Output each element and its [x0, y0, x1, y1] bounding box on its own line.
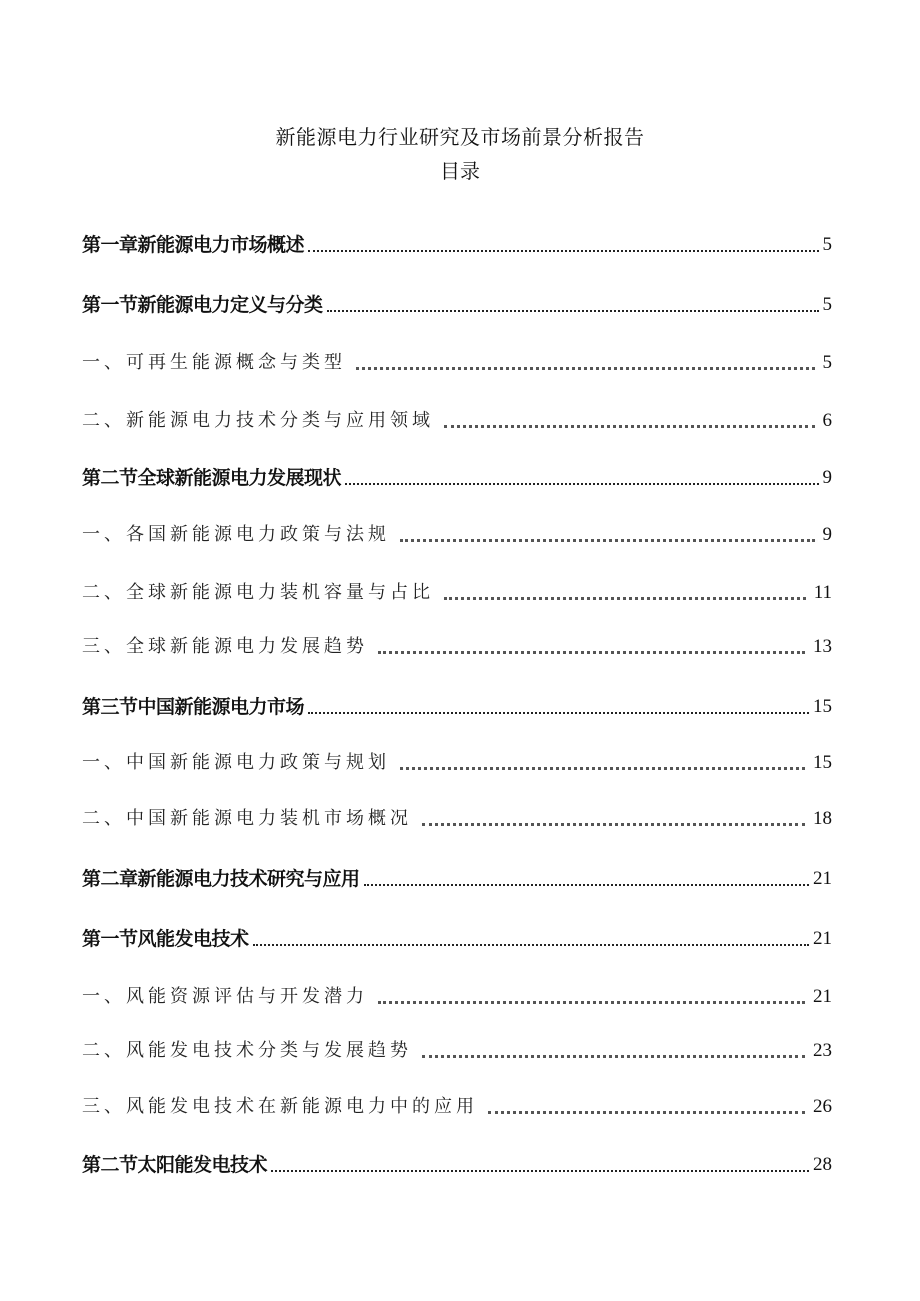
toc-entry-title: 一、中国新能源电力政策与规划: [82, 752, 390, 773]
toc-entry-title: 第一节风能发电技术: [82, 928, 249, 950]
toc-entry[interactable]: [82, 1024, 832, 1064]
toc-entry-title: 第一章新能源电力市场概述: [82, 234, 305, 256]
toc-entry[interactable]: [82, 566, 832, 606]
toc-entry[interactable]: [82, 508, 832, 548]
toc-entry[interactable]: [82, 218, 832, 258]
toc-page-number: 5: [822, 234, 832, 255]
toc-page-number: 5: [822, 294, 832, 315]
toc-entry-title: 一、可再生能源概念与类型: [82, 352, 346, 373]
toc-entry[interactable]: [82, 912, 832, 952]
toc-entry[interactable]: [82, 792, 832, 832]
toc-entry[interactable]: [82, 970, 832, 1010]
toc-dot-leader: [378, 1001, 805, 1004]
toc-entry-title: 三、全球新能源电力发展趋势: [82, 636, 368, 657]
toc-dot-leader: [271, 1170, 809, 1172]
toc-dot-leader: [422, 823, 805, 826]
toc-page-number: 9: [822, 524, 832, 545]
toc-heading: 目录: [440, 159, 480, 183]
toc-page-number: 18: [813, 808, 832, 829]
toc-entry-title: 二、新能源电力技术分类与应用领域: [82, 410, 434, 431]
toc-entry-title: 二、中国新能源电力装机市场概况: [82, 808, 412, 829]
toc-dot-leader: [400, 539, 815, 542]
toc-dot-leader: [253, 944, 809, 946]
toc-page-number: 11: [813, 582, 832, 603]
toc-dot-leader: [356, 367, 815, 370]
document-header: [0, 120, 920, 188]
toc-entry-title: 第三节中国新能源电力市场: [82, 696, 305, 718]
toc-dot-leader: [400, 767, 805, 770]
toc-dot-leader: [378, 651, 805, 654]
toc-page-number: 5: [822, 352, 832, 373]
toc-page-number: 21: [813, 868, 832, 889]
toc-dot-leader: [422, 1055, 805, 1058]
toc-page-number: 6: [822, 410, 832, 431]
toc-page-number: 15: [813, 752, 832, 773]
toc-dot-leader: [364, 884, 809, 886]
toc-entry[interactable]: [82, 620, 832, 660]
toc-page-number: 15: [813, 696, 832, 717]
toc-dot-leader: [345, 483, 818, 485]
toc-entry[interactable]: [82, 278, 832, 318]
toc-page-number: 13: [813, 636, 832, 657]
toc-entry-title: 一、风能资源评估与开发潜力: [82, 986, 368, 1007]
toc-dot-leader: [488, 1111, 805, 1114]
toc-page-number: 23: [813, 1040, 832, 1061]
toc-entry[interactable]: [82, 736, 832, 776]
toc-entry-title: 一、各国新能源电力政策与法规: [82, 524, 390, 545]
toc-entry-title: 第二节太阳能发电技术: [82, 1154, 268, 1176]
toc-entry-title: 第二节全球新能源电力发展现状: [82, 467, 342, 489]
toc-entry-title: 二、风能发电技术分类与发展趋势: [82, 1040, 412, 1061]
toc-dot-leader: [308, 250, 818, 252]
toc-dot-leader: [444, 597, 806, 600]
toc-entry[interactable]: [82, 451, 832, 491]
toc-dot-leader: [308, 712, 809, 714]
toc-page-number: 26: [813, 1096, 832, 1117]
document-title: 新能源电力行业研究及市场前景分析报告: [275, 125, 645, 149]
toc-entry-title: 二、全球新能源电力装机容量与占比: [82, 582, 434, 603]
toc-page-number: 21: [813, 928, 832, 949]
toc-entry[interactable]: [82, 1080, 832, 1120]
toc-page-number: 9: [822, 467, 832, 488]
toc-entry[interactable]: [82, 680, 832, 720]
toc-dot-leader: [444, 425, 815, 428]
toc-entry-title: 三、风能发电技术在新能源电力中的应用: [82, 1096, 478, 1117]
toc-dot-leader: [327, 310, 819, 312]
toc-page-number: 21: [813, 986, 832, 1007]
toc-entry[interactable]: [82, 852, 832, 892]
toc-page-number: 28: [813, 1154, 832, 1175]
toc-entry[interactable]: [82, 1138, 832, 1178]
toc-entry[interactable]: [82, 394, 832, 434]
toc-entry-title: 第一节新能源电力定义与分类: [82, 294, 323, 316]
toc-entry[interactable]: [82, 336, 832, 376]
toc-entry-title: 第二章新能源电力技术研究与应用: [82, 868, 360, 890]
